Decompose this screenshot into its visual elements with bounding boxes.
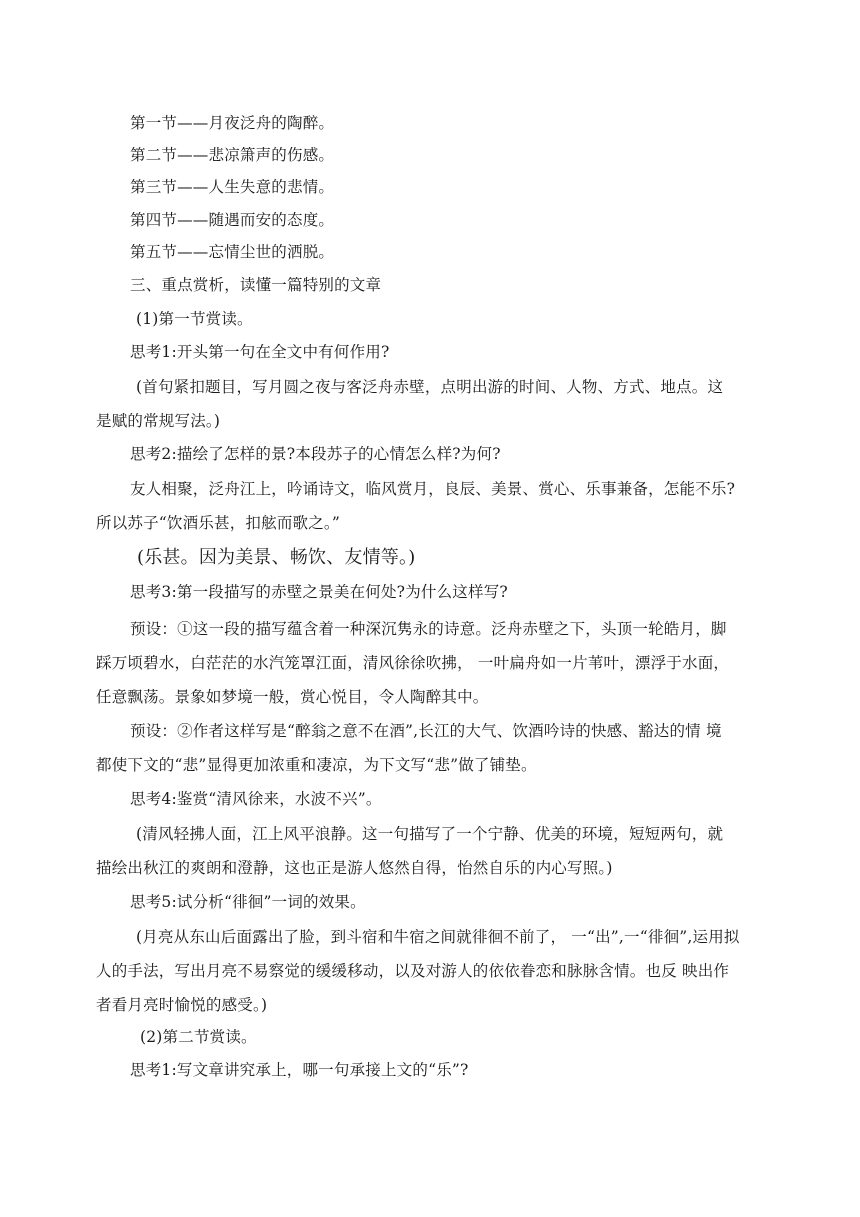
question-5: 思考5:试分析“徘徊”一词的效果。 <box>130 893 366 911</box>
preset-2-line-1: 预设：②作者这样写是“醉翁之意不在酒”,长江的大气、饮酒吟诗的快感、豁达的情 境 <box>130 722 722 740</box>
question-1: 思考1:开头第一句在全文中有何作用? <box>130 343 390 361</box>
outline-section-1: 第一节——月夜泛舟的陶醉。 <box>130 114 335 132</box>
preset-1-line-2: 踩万顷碧水，白茫茫的水汽笼罩江面，清风徐徐吹拂， 一叶扁舟如一片苇叶，漂浮于水面， <box>96 654 730 672</box>
question-4: 思考4:鉴赏“清风徐来，水波不兴”。 <box>130 790 382 808</box>
answer-2-line-1: 友人相聚，泛舟江上，吟诵诗文，临风赏月，良辰、美景、赏心、乐事兼备，怎能不乐? <box>130 480 736 498</box>
answer-2-note: (乐甚。因为美景、畅饮、友情等。) <box>137 547 416 568</box>
answer-4-line-1: (清风轻拂人面，江上风平浪静。这一句描写了一个宁静、优美的环境，短短两句，就 <box>136 825 724 843</box>
outline-section-5: 第五节——忘情尘世的洒脱。 <box>130 243 335 261</box>
question-3: 思考3:第一段描写的赤壁之景美在何处?为什么这样写? <box>130 583 508 601</box>
answer-5-line-3: 者看月亮时愉悦的感受。) <box>96 996 268 1014</box>
section-heading: 三、重点赏析，读懂一篇特别的文章 <box>130 276 382 294</box>
answer-2-line-2: 所以苏子“饮酒乐甚，扣舷而歌之。” <box>96 514 340 532</box>
answer-1-line-1: (首句紧扣题目，写月圆之夜与客泛舟赤壁，点明出游的时间、人物、方式、地点。这 <box>136 378 724 396</box>
answer-1-line-2: 是赋的常规写法。) <box>96 412 221 430</box>
answer-4-line-2: 描绘出秋江的爽朗和澄静，这也正是游人悠然自得，怡然自乐的内心写照。) <box>96 859 613 877</box>
answer-5-line-2: 人的手法，写出月亮不易察觉的缓缓移动，以及对游人的依依眷恋和脉脉含情。也反 映出作 <box>96 962 730 980</box>
outline-section-2: 第二节——悲凉箫声的伤感。 <box>130 146 335 164</box>
subsection-heading-1: (1)第一节赏读。 <box>136 310 253 328</box>
question-2: 思考2:描绘了怎样的景?本段苏子的心情怎么样?为何? <box>130 445 501 463</box>
question-6: 思考1:写文章讲究承上，哪一句承接上文的“乐”? <box>130 1061 469 1079</box>
outline-section-4: 第四节——随遇而安的态度。 <box>130 211 335 229</box>
answer-5-line-1: (月亮从东山后面露出了脸，到斗宿和牛宿之间就徘徊不前了， 一“出”,一“徘徊”,运用拟 <box>136 928 740 946</box>
preset-2-line-2: 都使下文的“悲”显得更加浓重和凄凉，为下文写“悲”做了铺垫。 <box>96 756 537 774</box>
outline-section-3: 第三节——人生失意的悲情。 <box>130 178 335 196</box>
preset-1-line-3: 任意飘荡。景象如梦境一般，赏心悦目，令人陶醉其中。 <box>96 688 489 706</box>
subsection-heading-2: (2)第二节赏读。 <box>140 1028 257 1046</box>
preset-1-line-1: 预设：①这一段的描写蕴含着一种深沉隽永的诗意。泛舟赤壁之下，头顶一轮皓月，脚 <box>130 620 727 638</box>
